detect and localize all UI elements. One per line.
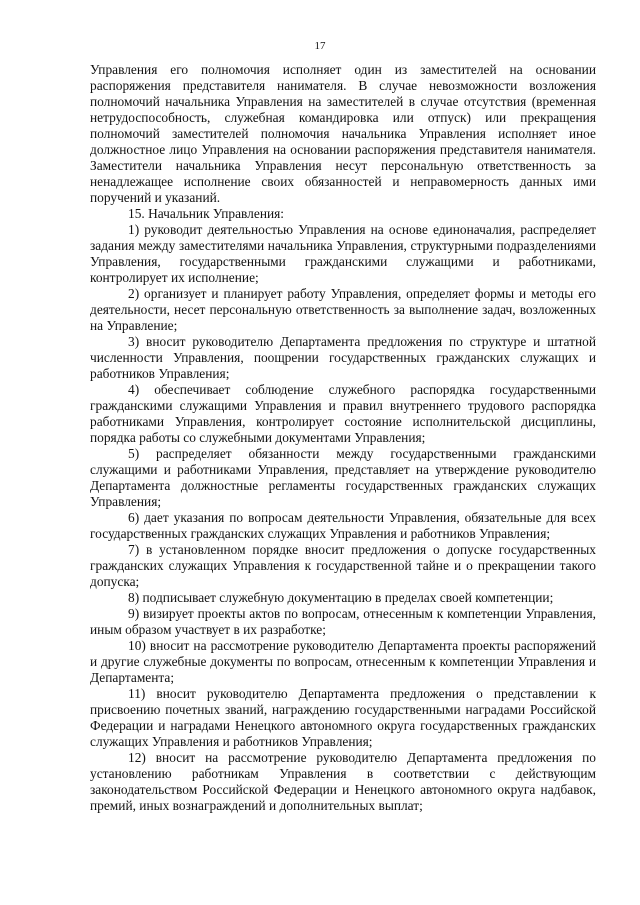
list-item-9: 9) визирует проекты актов по вопросам, отнесенным к компетенции Управления, иным образом участвует в их разработке; <box>90 606 596 637</box>
section-heading-15: 15. Начальник Управления: <box>128 206 285 221</box>
list-item-2: 2) организует и планирует работу Управления, определяет формы и методы его деятельности, несет персональную ответственность за выполнение задач, возложенных на Управление; <box>90 286 596 333</box>
list-item-7: 7) в установленном порядке вносит предложения о допуске государственных гражданских служащих Управления к государственной тайне и о прекращении такого допуска; <box>90 542 596 589</box>
list-item-3: 3) вносит руководителю Департамента предложения по структуре и штатной численности Управления, поощрении государственных гражданских служащих и работников Управления; <box>90 334 596 381</box>
list-item-11: 11) вносит руководителю Департамента предложения о представлении к присвоению почетных званий, награждению государственными наградами Российской Федерации и наградами Ненецкого автономного округа государственных гражданских служащих Управления и работников Управления; <box>90 686 596 749</box>
paragraph-continuation: Управления его полномочия исполняет один из заместителей на основании распоряжения представителя нанимателя. В случае невозможности возложения полномочий начальника Управления на заместителей в случае отсутствия (временная нетрудоспособность, служебная командировка или отпуск) или прекращения полномочий заместителей полномочия начальника Управления исполняет иное должностное лицо Управления на основании распоряжения представителя нанимателя. Заместители начальника Управления несут персональную ответственность за ненадлежащее исполнение своих обязанностей и неправомерность данных ими поручений и указаний. <box>90 62 596 205</box>
list-item-1: 1) руководит деятельностью Управления на основе единоначалия, распределяет задания между заместителями начальника Управления, структурными подразделениями Управления, государственными гражданскими служащими и работниками, контролирует их исполнение; <box>90 222 596 285</box>
list-item-4: 4) обеспечивает соблюдение служебного распорядка государственными гражданскими служащими Управления и правил внутреннего трудового распорядка работниками Управления, контролирует состояние исполнительской дисциплины, порядка работы со служебными документами Управления; <box>90 382 596 445</box>
list-item-12: 12) вносит на рассмотрение руководителю Департамента предложения по установлению работникам Управления в соответствии с действующим законодательством Российской Федерации и Ненецкого автономного округа надбавок, премий, иных вознаграждений и дополнительных выплат; <box>90 750 596 813</box>
list-item-8: 8) подписывает служебную документацию в пределах своей компетенции; <box>128 590 554 605</box>
page-number: 17 <box>314 40 326 52</box>
list-item-6: 6) дает указания по вопросам деятельности Управления, обязательные для всех государственных гражданских служащих Управления и работников Управления; <box>90 510 596 541</box>
document-body <box>90 62 596 814</box>
list-item-5: 5) распределяет обязанности между государственными гражданскими служащими и работниками Управления, представляет на утверждение руководителю Департамента должностные регламенты государственных гражданских служащих Управления; <box>90 446 596 509</box>
list-item-10: 10) вносит на рассмотрение руководителю Департамента проекты распоряжений и другие служебные документы по вопросам, отнесенным к компетенции Управления и Департамента; <box>90 638 596 685</box>
